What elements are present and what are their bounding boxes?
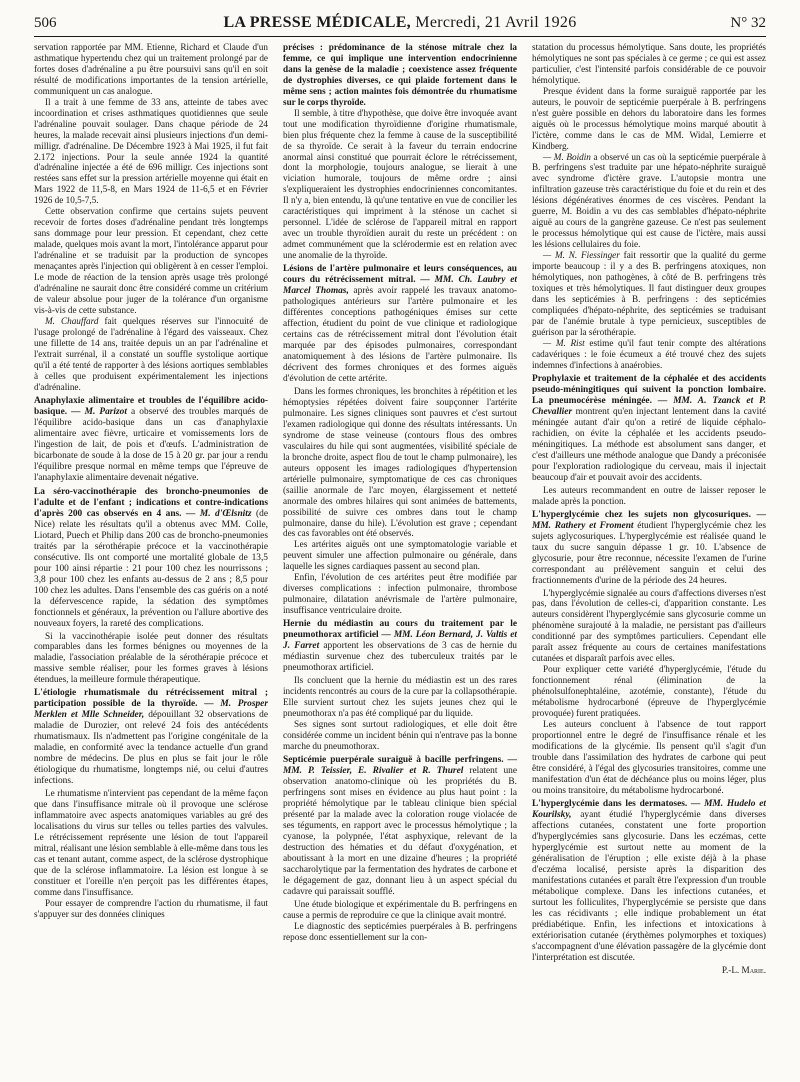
column-3 (532, 42, 766, 1072)
paragraph: Les auteurs recommandent en outre de laisser reposer le malade après la ponction. (532, 484, 766, 506)
paragraph: Ses signes sont surtout radiologiques, et elle doit être considérée comme un incident bénin qui n'entrave pas la bonne marche du pneumothorax. (283, 718, 517, 751)
paragraph-text: estime qu'il faut tenir compte des altérations cadavériques : le foie écumeux a été trouvé chez des sujets indemnes d'infections à anaérobies. (532, 337, 766, 370)
author-name: — M. N. Fiessinger (543, 250, 620, 261)
author-name: — M. Parizot (67, 406, 127, 417)
paragraph: L'hyperglycémie signalée au cours d'affections diverses n'est pas, dans l'évolution de celles-ci, d'apparition constante. Les auteurs considèrent l'hyperglycémie sans glycosurie comme un phénomène surajouté à la maladie, ne persistant pas d'ailleurs conditionné par des symptômes particuliers. Cependant elle paraît assez fréquente au cours de certaines manifestations cutanées et disparaît parfois avec elles. (532, 587, 766, 664)
author-name: — M. Boidin (543, 151, 591, 162)
paragraph-text: ayant étudié l'hyperglycémie dans diverses affections cutanées, constatent une forte proportion d'hyperglycémies sans glycosurie. Dans les eczémas, cette hyperglycémie est surtout nette au moment de la généralisation de l'éruption ; elle existe déjà à la phase d'eczéma localisé, persiste après la disparition des manifestations cutanées et paraît être l'expression d'un trouble métabolique complexe. Dans les infections cutanées, et surtout les folliculites, l'hyperglycémie se persiste que dans les cas récidivants ; elle indique probablement un état prédiabétique. Enfin, les infections et intoxications à extériorisation cutanée (érythèmes polymorphes et toxiques) s'accompagnent d'une élévation passagère de la glycémie dont l'interprétation est discutée. (532, 809, 766, 963)
paragraph-text: dépouillant 32 observations de maladie de Durozier, ont relevé 24 fois des antécédents rhumatismaux. Ils n'admettent pas l'origine congénitale de la maladie, en conformité avec la tendance actuelle d'un grand nombre de médecins. De plus en plus se fait jour le rôle étiologique du rhumatisme, longtemps nié, ou celui d'autres infections. (34, 710, 268, 787)
paragraph-text: (de Nice) relate les résultats qu'il a obtenus avec MM. Colle, Liotard, Puech et Philip dans 200 cas de broncho-pneumonies traités par la sérothérapie précoce et la vaccinothérapie consécutive. Ils ont comporté une mortalité globale de 13,5 pour 100 ainsi répartie : 21 pour 100 chez les nourrissons ; 3,8 pour 100 chez les enfants au-dessus de 2 ans ; 8,5 pour 100 chez les adultes. Dans l'ensemble des cas guéris on a noté la défervescence rapide, la sédation des symptômes fonctionnels et généraux, la prévention ou l'allure abortive des nouveaux foyers, la rareté des complications. (34, 508, 268, 629)
heading-text: Septicémie puerpérale suraiguë à bacille perfringens. (283, 754, 504, 765)
author-name: — M. Rist (543, 337, 585, 348)
paragraph: Si la vaccinothérapie isolée peut donner des résultats comparables dans les formes bénignes ou moyennes de la maladie, l'association préalable de la sérothérapie précoce et massive semble réaliser, pour les formes graves à lésions étendues, la meilleure formule thérapeutique. (34, 630, 268, 685)
paragraph-text: étudient l'hyperglycémie chez les sujets aglycosuriques. L'hyperglycémie est réalisée quand le taux du sucre sanguin dépasse 1 gr. 10. L'absence de glycosurie, pour être reconnue, nécessite l'examen de l'urine correspondant au prélèvement sanguin et celui des fractionnements d'urine de la période des 24 heures. (532, 520, 766, 586)
paragraph: Le rhumatisme n'intervient pas cependant de la même façon que dans l'insuffisance mitrale où il provoque une sclérose inflammatoire avec aspects anatomiques variables au gré des localisations du virus sur telles ou telles parties des valvules. Le rétrécissement représente une lésion de tout l'appareil mitral, réalisant une lésion semblable à elle-même dans tous les cas et tenant autant, comme aspect, de la sclérose dystrophique que de la sclérose inflammatoire. La lésion est longue à se constituer et l'oreille n'en perçoit pas les différentes étapes, comme dans l'insuffisance. (34, 788, 268, 897)
paragraph: Presque évident dans la forme suraiguë rapportée par les auteurs, le pouvoir de septicémie puerpérale à B. perfringens n'est guère possible en dehors du laboratoire dans les formes aiguës où le processus hémolytique moins marqué aboutit à l'ictère, comme dans le cas de MM. Widal, Lemierre et Kindberg. (532, 85, 766, 151)
section-heading (283, 755, 517, 898)
issue-number: N° 32 (730, 15, 766, 31)
masthead (34, 14, 766, 37)
section-heading (532, 374, 766, 484)
paragraph (532, 152, 766, 251)
paragraph-text: fait quelques réserves sur l'innocuité de l'usage prolongé de l'adrénaline à l'égard des vaisseaux. Chez une fillette de 14 ans, traitée depuis un an par l'adrénaline et l'extrait surrénal, il a constaté un souffle systolique aortique qu'il a été tenté de rapporter à des lésions aortiques semblables à celles que produisent expérimentalement les injections d'adrénaline. (34, 315, 268, 392)
heading-text: La séro-vaccinothérapie des broncho-pneumonies de l'adulte et de l'enfant ; indications et contre-indications d'après 200 cas observés en 4 ans. (34, 486, 268, 519)
paragraph (532, 338, 766, 371)
paragraph: précises : prédominance de la sténose mitrale chez la femme, ce qui implique une intervention endocrinienne dans la genèse de la maladie ; coexistence assez fréquente de dystrophies diverses, ce qui plaide fortement dans le même sens ; action maintes fois démontrée du rhumatisme sur le corps thyroïde. (283, 42, 517, 107)
issue-date: Mercredi, 21 Avril 1926 (415, 14, 577, 31)
paragraph: Les artérites aiguës ont une symptomatologie variable et peuvent simuler une affection pulmonaire ou générale, dans laquelle les signes cardiaques passent au second plan. (283, 539, 517, 572)
paragraph: Il a trait à une femme de 33 ans, atteinte de tabes avec incoordination et crises asthmatiques quotidiennes que seule l'adrénaline pouvait soulager. Dans chaque période de 24 heures, la malade recevait ainsi plusieurs injections d'un demi-milligr. d'adrénaline. De Décembre 1923 à Mai 1925, il fut fait 2.172 injections. Pour la seule année 1924 la quantité d'adrénaline injectée a été de 696 milligr. Ces injections sont restées sans effet sur la pression artérielle moyenne qui était en Mars 1922 de 11,5-8, en Mars 1924 de 11-6,5 et en Février 1926 de 10,5-7,5. (34, 96, 268, 206)
paragraph: Enfin, l'évolution de ces artérites peut être modifiée par diverses complications : infection pulmonaire, thrombose pulmonaire, dilatation anévrismale de l'artère pulmonaire, insuffisance ventriculaire droite. (283, 572, 517, 616)
author-signature: P.-L. Marie. (721, 964, 766, 975)
paragraph-text: après avoir rappelé les travaux anatomo-pathologiques antérieurs sur l'artère pulmonaire et les différentes conceptions pathogéniques émises sur cette affection, étudient du point de vue clinique et radiologique certains cas de rétrécissement mitral dont l'évolution était marquée par des épisodes pulmonaires, correspondant anatomiquement à des lésions de l'artère pulmonaire. Ils décrivent des formes chroniques et des formes aiguës d'évolution de cette artérite. (283, 286, 517, 385)
section-heading (34, 487, 268, 630)
author-name: — M. Prosper Merklen et Mlle Schneider, (34, 699, 268, 721)
heading-text: L'hyperglycémie dans les dermatoses. (532, 798, 688, 809)
column-2 (283, 42, 517, 1072)
paragraph: Ils concluent que la hernie du médiastin est un des rares incidents rencontrés au cours de la cure par la collapsothérapie. Elle survient surtout chez les sujets jeunes chez qui le pneumothorax n'a pas été compliqué par du liquide. (283, 675, 517, 718)
paragraph: Pour expliquer cette variété d'hyperglycémie, l'étude du fonctionnement rénal (élimination de la phénolsulfonephtaléine, azotémie, constante), l'étude du métabolisme hydrocarboné (épreuve de l'hyperglycémie provoquée) furent pratiquées. (532, 664, 766, 718)
heading-text: L'hyperglycémie chez les sujets non glycosuriques. (532, 509, 751, 520)
paragraph: Il semble, à titre d'hypothèse, que doive être invoquée avant tout une modification thyroïdienne d'origine rhumatismale, bien plus fréquente chez la femme à cause de la susceptibilité de sa thyroïde. Ce serait à la faveur du terrain endocrine anormal ainsi constitué que pourrait éclore le rétrécissement, dont la morphologie, toujours analogue, se lierait à une viciation humorale, toujours de même ordre ; ainsi s'expliqueraient les dystrophies endocriniennes concomitantes. Il n'y a, bien entendu, là qu'une tentative en vue de concilier les caractéristiques qui impriment à la sténose un cachet si personnel. L'idée de sclérose de l'appareil mitral en rapport avec un trouble thyroïdien aurait du reste un précédent : on admet communément que la sclérodermie est en relation avec une anomalie de la thyroïde. (283, 107, 517, 261)
paragraph-text: montrent qu'en injectant lentement dans la cavité méningée autant d'air qu'on a retiré de liquide céphalo-rachidien, on évite la céphalée et les accidents pseudo-méningitiques. La méthode est absolument sans danger, et c'est d'ailleurs une méthode analogue que Dandy a préconisée pour l'exploration radiologique du cerveau, mais il injectait beaucoup d'air et pouvait avoir des accidents. (532, 406, 766, 483)
author-name: — MM. A. Tzanck et P. Chevallier (532, 395, 766, 417)
page-number: 506 (34, 15, 57, 31)
journal-title-line (223, 14, 576, 32)
text-columns (34, 42, 766, 1072)
column-1 (34, 42, 268, 1072)
paragraph: Pour essayer de comprendre l'action du rhumatisme, il faut s'appuyer sur des données cliniques (34, 897, 268, 919)
author-name: M. Chauffard (45, 315, 99, 326)
paragraph (532, 250, 766, 338)
section-heading (532, 510, 766, 587)
paragraph-text: apportent les observations de 3 cas de hernie du médiastin survenue chez des tuberculeux traités par le pneumothorax artificiel. (283, 641, 517, 674)
paragraph: statation du processus hémolytique. Sans doute, les propriétés hémolytiques ne sont pas spéciales à ce germe ; ce qui est assez particulier, c'est l'intensité parfois considérable de ce pouvoir hémolytique. (532, 42, 766, 85)
paragraph-text: fait ressortir que la qualité du germe importe beaucoup : il y a des B. perfringens atoxiques, non hémolytiques, non pathogènes, à côté de B. perfringens très toxiques et très hémolytiques. Il faut distinguer deux groupes dans les septicémies à B. perfringens : des septicémies compliquées d'hépato-néphrite, des septicémies se traduisant par de l'anémie brutale à type pernicieux, susceptibles de guérison par la sérothérapie. (532, 250, 766, 337)
author-name: — MM. Léon Bernard, J. Valtis et J. Farret (283, 630, 517, 652)
heading-text: L'étiologie rhumatismale du rétrécissement mitral ; participation possible de la thyroïde. (34, 688, 268, 710)
paragraph-text: a observé un cas où la septicémie puerpérale à B. perfringens s'est traduite par une hépato-néphrite suraiguë avec syndrome d'ictère grave. L'autopsie montra une infiltration gazeuse très caractéristique du foie et du rein et des lésions dégénératives énormes de ces viscères. Pendant la guerre, M. Boidin a vu des cas semblables d'hépato-néphrite aiguë au cours de la gangrène gazeuse. Ce n'est pas seulement le processus hémolytique qui est cause de l'ictère, mais aussi les lésions cellulaires du foie. (532, 151, 766, 250)
section-heading (283, 619, 517, 674)
paragraph-text: a observé des troubles marqués de l'équilibre acido-basique dans un cas d'anaphylaxie alimentaire avec fièvre, urticaire et vomissements lors de l'ingestion de lait, de pois et d'œufs. L'administration de bicarbonate de soude à la dose de 15 à 20 gr. par jour a rendu l'équilibre presque normal en même temps que l'épreuve de l'anaphylaxie alimentaire devenait négative. (34, 406, 268, 483)
heading-text: Prophylaxie et traitement de la céphalée et des accidents pseudo-méningitiques qui suivent la ponction lombaire. La pneumocérèse méningée. (532, 373, 766, 406)
section-heading (34, 688, 268, 787)
author-name: — MM. P. Teissier, E. Rivalier et R. Thurel (283, 754, 517, 776)
heading-text: Hernie du médiastin au cours du traitement par le pneumothorax artificiel (283, 619, 517, 641)
author-name: — MM. Hudelo et Kourilsky, (532, 798, 766, 820)
paragraph: Une étude biologique et expérimentale du B. perfringens en cause a permis de reproduire ce que la clinique avait montré. (283, 898, 517, 920)
paragraph: Dans les formes chroniques, les bronchites à répétition et les hémoptysies répétées doivent faire soupçonner l'artérite pulmonaire. Les signes cliniques sont pauvres et c'est surtout l'examen radiologique qui donne des résultats intéressants. Un syndrome de stase veineuse (contours flous des ombres vasculaires du hile qui sont augmentées, visibilité spéciale de la bronche droite, aspect flou de tout le champ pulmonaire), les auteurs opposent les images radiologiques d'hypertension artérielle pulmonaire, symptomatique de ces cas chroniques (saillie anormale de l'arc moyen, élargissement et netteté anormale des ombres hilaires qui sont animées de battements, possibilité de suivre ces ombres dans tout le champ pulmonaire, danse du hile). L'évolution est grave ; cependant des cas favorables ont été observés. (283, 386, 517, 539)
author-name: — MM. Ch. Laubry et Marcel Thomas, (283, 275, 517, 297)
section-heading (34, 396, 268, 484)
section-heading (532, 799, 766, 964)
paragraph (34, 316, 268, 393)
journal-name: LA PRESSE MÉDICALE, (223, 14, 411, 31)
paragraph: Les auteurs concluent à l'absence de tout rapport proportionnel entre le degré de l'insuffisance rénale et les modifications de la glycémie. Ils pensent qu'il s'agit d'un trouble dans l'assimilation des hydrates de carbone qui peut être considéré, à l'égal des glycosuries transitoires, comme une manifestation d'un état de déchéance plus ou moins léger, plus ou moins transitoire, du métabolisme hydrocarboné. (532, 718, 766, 795)
author-name: — MM. Rathery et Froment (532, 509, 766, 531)
paragraph: Le diagnostic des septicémies puerpérales à B. perfringens repose donc essentiellement sur la con- (283, 920, 517, 942)
heading-text: Anaphylaxie alimentaire et troubles de l'équilibre acido-basique. (34, 395, 268, 417)
paragraph: servation rapportée par MM. Etienne, Richard et Claude d'un asthmatique hypertendu chez qui un traitement prolongé par de fortes doses d'adrénaline a pu être poursuivi sans qu'il en soit résulté de modifications importantes de la tension artérielle, communiquent un cas analogue. (34, 42, 268, 96)
section-heading (283, 264, 517, 385)
author-name: — M. d'Œlsnitz (181, 508, 252, 519)
paragraph-text: relatent une observation anatomo-clinique où les propriétés du B. perfringens sont mises en évidence au plus haut point : la propriété hémolytique par le tableau clinique bien spécial présenté par la malade avec la coloration rouge violacée de ses téguments, en rapport avec le processus hémolytique ; la cyanose, la polypnée, l'état asphyxique, relevant de la destruction des hématies et du défaut d'oxygénation, et aboutissant à la mort en une dizaine d'heures ; la propriété saccharolytique par la fermentation des hydrates de carbone et le dégagement de gaz, donnant lieu à un aspect spécial du cadavre qui paraissait soufflé. (283, 765, 517, 897)
heading-text: Lésions de l'artère pulmonaire et leurs conséquences, au cours du rétrécissement mitral. (283, 264, 517, 286)
paragraph: Cette observation confirme que certains sujets peuvent recevoir de fortes doses d'adrénaline pendant très longtemps sans dommage pour leur pression. Et cependant, chez cette malade, quelques mois avant la mort, l'intolérance apparut pour l'adrénaline et se traduisit par la production de syncopes menaçantes après l'injection qui obligèrent à en cesser l'emploi. Le mode de réaction de la tension après usage très prolongé d'adrénaline ne saurait donc être considéré comme un critérium de valeur absolue pour juger de la tolérance d'un organisme vis-à-vis de cette substance. (34, 206, 268, 315)
